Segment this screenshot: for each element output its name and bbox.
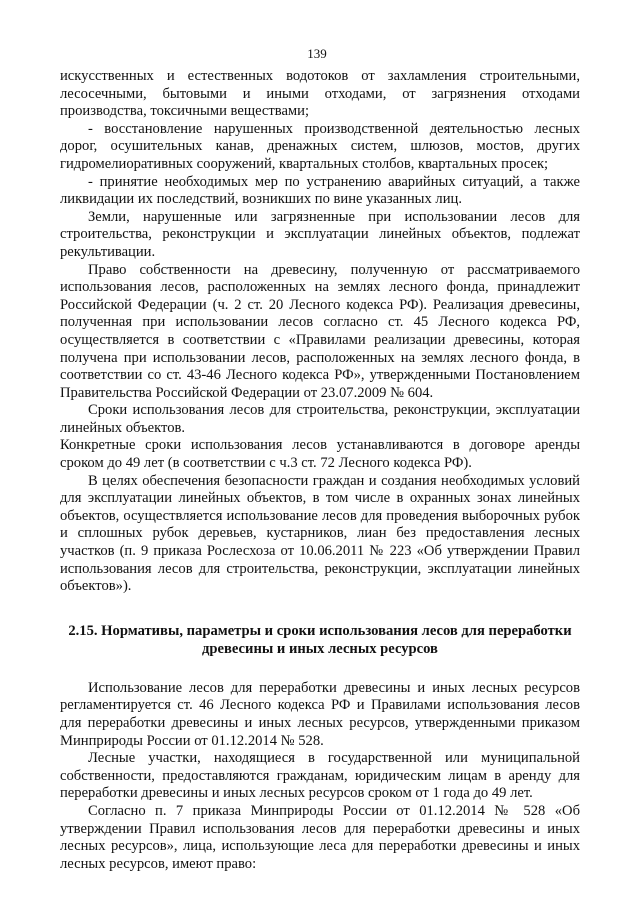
paragraph-lease: Лесные участки, находящиеся в государственной или муниципальной собственности, предоставляются гражданам, юридическим лицам в аренду для переработки древесины и иных лесных ресурсов сроком от 1 года до 49 лет. bbox=[60, 750, 580, 802]
paragraph-rights: Согласно п. 7 приказа Минприроды России от 01.12.2014 № 528 «Об утверждении Правил использования лесов для переработки древесины и иных лесных ресурсов», лица, использующие леса для переработки древесины и иных лесных ресурсов, имеют право: bbox=[60, 802, 580, 872]
section-heading: 2.15. Нормативы, параметры и сроки использования лесов для переработки древесины и иных лесных ресурсов bbox=[68, 622, 572, 657]
page-number: 139 bbox=[307, 46, 327, 61]
paragraph-terms-title: Сроки использования лесов для строительства, реконструкции, эксплуатации линейных объектов. bbox=[60, 402, 580, 436]
list-item-restoration: - восстановление нарушенных производственной деятельностью лесных дорог, осушительных канав, дренажных систем, шлюзов, мостов, других гидромелиоративных сооружений, квартальных столбов, квартальных просек; bbox=[60, 120, 580, 172]
paragraph-continuation: искусственных и естественных водотоков от захламления строительными, лесосечными, бытовыми и иными отходами, от загрязнения отходами производства, токсичными веществами; bbox=[60, 68, 580, 120]
paragraph-ownership: Право собственности на древесину, полученную от рассматриваемого использования лесов, расположенных на землях лесного фонда, принадлежит Российской Федерации (ч. 2 ст. 20 Лесного кодекса РФ). Реализация древесины, полученная при использовании лесов согласно ст. 45 Лесного кодекса РФ, осуществляется в соответствии с «Правилами реализации древесины, которая получена при использовании лесов, расположенных на землях лесного фонда, в соответствии со ст. 43-46 Лесного кодекса РФ», утвержденными Постановлением Правительства Российской Федерации от 23.07.2009 № 604. bbox=[60, 261, 580, 401]
paragraph-regulation: Использование лесов для переработки древесины и иных лесных ресурсов регламентируется ст. 46 Лесного кодекса РФ и Правилами использования лесов для переработки древесины и иных лесных ресурсов, утвержденными приказом Минприроды России от 01.12.2014 № 528. bbox=[60, 679, 580, 749]
document-body bbox=[60, 68, 580, 873]
paragraph-safety: В целях обеспечения безопасности граждан и создания необходимых условий для эксплуатации линейных объектов, в том числе в охранных зонах линейных объектов, осуществляется использование лесов для проведения выборочных рубок и сплошных рубок деревьев, кустарников, лиан без предоставления лесных участков (п. 9 приказа Рослесхоза от 10.06.2011 № 223 «Об утверждении Правил использования лесов для строительства, реконструкции, эксплуатации линейных объектов»). bbox=[60, 472, 580, 595]
paragraph-terms: Конкретные сроки использования лесов устанавливаются в договоре аренды сроком до 49 лет (в соответствии с ч.3 ст. 72 Лесного кодекса РФ). bbox=[60, 437, 580, 472]
paragraph-recultivation: Земли, нарушенные или загрязненные при использовании лесов для строительства, реконструкции и эксплуатации линейных объектов, подлежат рекультивации. bbox=[60, 208, 580, 260]
list-item-emergency: - принятие необходимых мер по устранению аварийных ситуаций, а также ликвидации их последствий, возникших по вине указанных лиц. bbox=[60, 173, 580, 208]
